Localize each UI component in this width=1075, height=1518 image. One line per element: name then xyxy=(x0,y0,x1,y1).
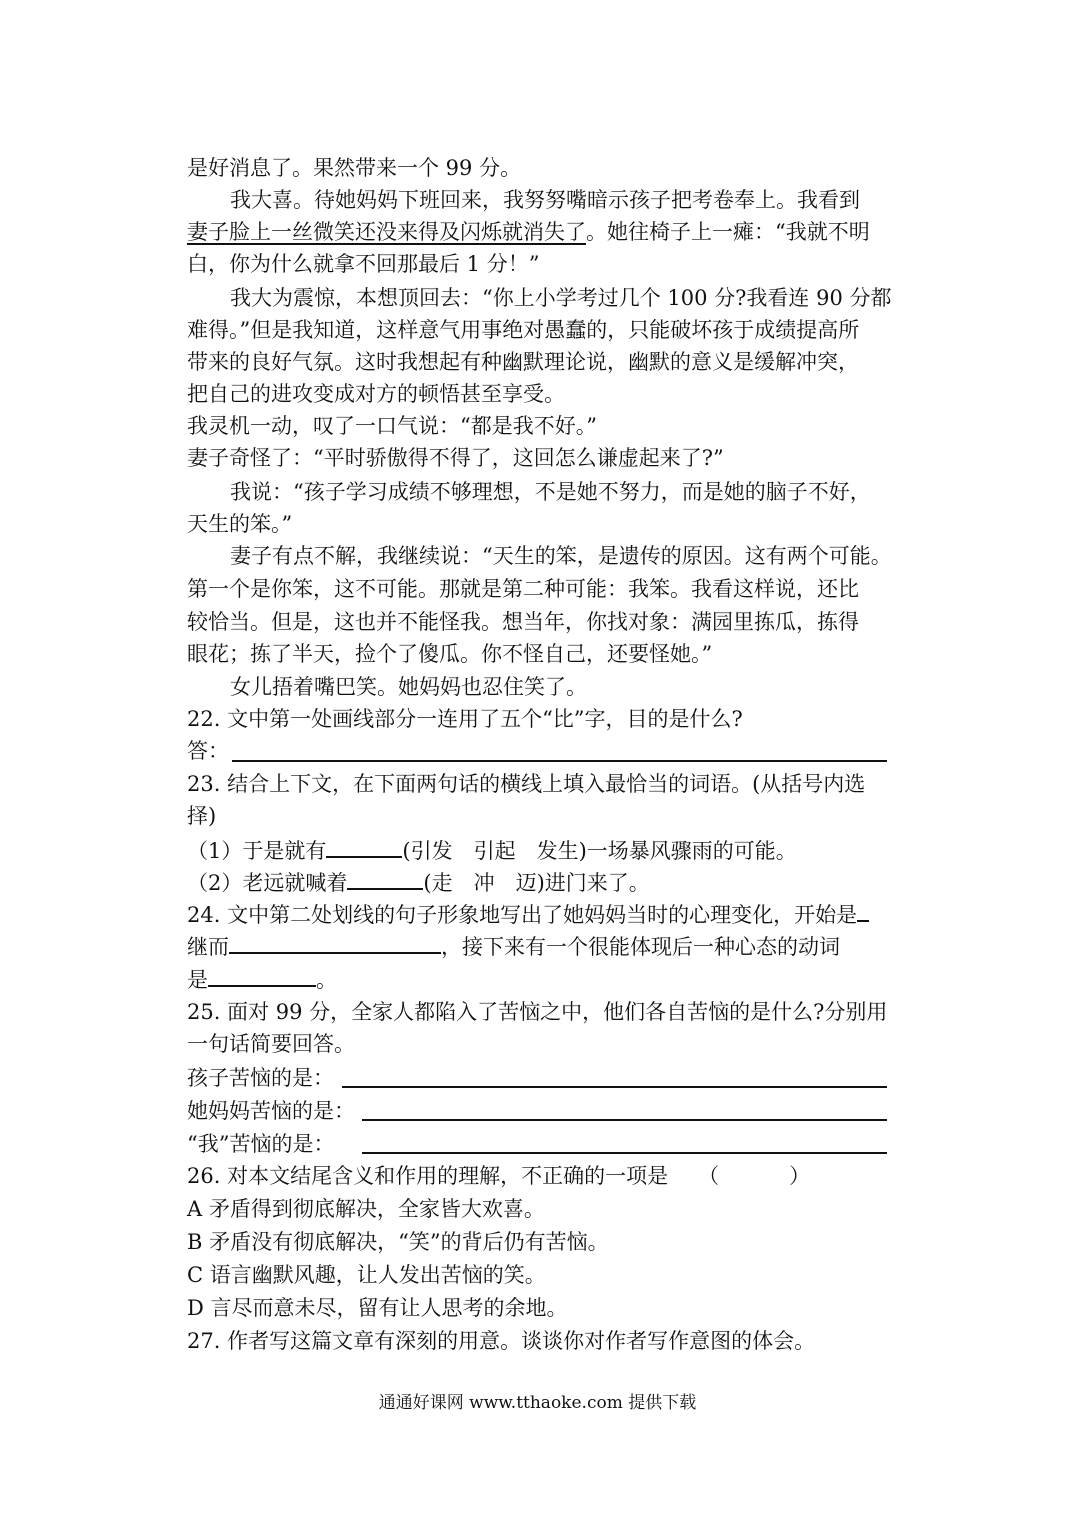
q24-blank-2[interactable] xyxy=(229,930,441,954)
q26-option-d: D 言尽而意未尽，留有让人思考的余地。 xyxy=(187,1296,568,1320)
question-23-item-2 xyxy=(187,866,650,899)
story-paragraph-3: 我灵机一动，叹了一口气说：“都是我不好。” xyxy=(187,414,597,438)
q23-1-prefix: （1）于是就有 xyxy=(187,839,327,863)
q26-text: 26. 对本文结尾含义和作用的理解，不正确的一项是 xyxy=(187,1164,669,1188)
question-25-line-2: 一句话简要回答。 xyxy=(187,1032,355,1056)
q26-option-a: A 矛盾得到彻底解决，全家皆大欢喜。 xyxy=(187,1197,545,1221)
q23-2-suffix: (走 冲 迈)进门来了。 xyxy=(423,871,650,895)
story-paragraph-6-line-1: 妻子有点不解，我继续说：“天生的笨，是遗传的原因。这有两个可能。 xyxy=(230,544,892,568)
question-23-line-1: 23. 结合上下文，在下面两句话的横线上填入最恰当的词语。(从括号内选 xyxy=(187,772,866,796)
underlined-sentence-2: 妻子脸上一丝微笑还没来得及闪烁就消失了 xyxy=(187,220,586,244)
question-25-line-1: 25. 面对 99 分，全家人都陷入了苦恼之中，他们各自苦恼的是什么?分别用 xyxy=(187,1000,888,1024)
answer-line-25-mother[interactable] xyxy=(362,1119,887,1121)
q23-1-blank[interactable] xyxy=(326,834,402,858)
story-paragraph-2-line-4: 把自己的进攻变成对方的顿悟甚至享受。 xyxy=(187,382,565,406)
story-paragraph-0: 是好消息了。果然带来一个 99 分。 xyxy=(187,156,522,180)
question-24-line-1 xyxy=(187,898,869,931)
q24-blank-1[interactable] xyxy=(857,898,869,922)
story-paragraph-2-line-1: 我大为震惊，本想顶回去：“你上小学考过几个 100 分?我看连 90 分都 xyxy=(230,286,892,310)
question-26 xyxy=(187,1160,810,1192)
q24-prefix-3: 是 xyxy=(187,968,208,992)
q24-prefix-2: 继而 xyxy=(187,935,229,959)
story-paragraph-4: 妻子奇怪了：“平时骄傲得不得了，这回怎么谦虚起来了?” xyxy=(187,446,724,470)
q24-text: 24. 文中第二处划线的句子形象地写出了她妈妈当时的心理变化，开始是 xyxy=(187,903,858,927)
question-27: 27. 作者写这篇文章有深刻的用意。谈谈你对作者写作意图的体会。 xyxy=(187,1329,816,1353)
q25-mother-label: 她妈妈苦恼的是： xyxy=(187,1099,355,1123)
q26-option-c: C 语言幽默风趣，让人发出苦恼的笑。 xyxy=(187,1263,546,1287)
q24-text-2: ，接下来有一个很能体现后一种心态的动词 xyxy=(441,935,840,959)
story-paragraph-2-line-3: 带来的良好气氛。这时我想起有种幽默理论说，幽默的意义是缓解冲突， xyxy=(187,350,859,374)
question-22-answer-label: 答： xyxy=(187,739,229,763)
story-paragraph-1-line-1: 我大喜。待她妈妈下班回来，我努努嘴暗示孩子把考卷奉上。我看到 xyxy=(230,188,860,212)
story-text: 。她往椅子上一瘫：“我就不明 xyxy=(586,220,870,244)
story-paragraph-1-line-2 xyxy=(187,216,870,248)
page-footer: 通通好课网 www.tthaoke.com 提供下载 xyxy=(378,1393,697,1413)
q25-me-label: “我”苦恼的是： xyxy=(187,1132,335,1156)
q23-2-blank[interactable] xyxy=(347,866,423,890)
q24-suffix-3: 。 xyxy=(316,968,337,992)
story-paragraph-5-line-1: 我说：“孩子学习成绩不够理想，不是她不努力，而是她的脑子不好， xyxy=(230,480,871,504)
story-paragraph-6-line-2: 第一个是你笨，这不可能。那就是第二种可能：我笨。我看这样说，还比 xyxy=(187,577,859,601)
story-paragraph-5-line-2: 天生的笨。” xyxy=(187,512,293,536)
q26-paren-close: ） xyxy=(789,1164,811,1188)
q24-blank-3[interactable] xyxy=(208,963,316,987)
story-paragraph-6-line-4: 眼花；拣了半天，捡个了傻瓜。你不怪自己，还要怪她。” xyxy=(187,642,713,666)
story-paragraph-6-line-3: 较恰当。但是，这也并不能怪我。想当年，你找对象：满园里拣瓜，拣得 xyxy=(187,610,859,634)
story-paragraph-1-line-3: 白，你为什么就拿不回那最后 1 分！” xyxy=(187,252,540,276)
answer-line-25-child[interactable] xyxy=(342,1086,887,1088)
question-24-line-2 xyxy=(187,930,840,963)
question-22: 22. 文中第一处画线部分一连用了五个“比”字，目的是什么? xyxy=(187,707,743,731)
story-paragraph-7: 女儿捂着嘴巴笑。她妈妈也忍住笑了。 xyxy=(230,675,587,699)
q26-paren-open: （ xyxy=(698,1164,720,1188)
answer-line-22[interactable] xyxy=(232,760,887,762)
answer-line-25-me[interactable] xyxy=(362,1152,887,1154)
question-23-line-2: 择) xyxy=(187,804,217,828)
question-23-item-1 xyxy=(187,834,797,867)
q25-child-label: 孩子苦恼的是： xyxy=(187,1066,334,1090)
q26-option-b: B 矛盾没有彻底解决，“笑”的背后仍有苦恼。 xyxy=(187,1230,609,1254)
question-24-line-3 xyxy=(187,963,337,996)
q23-1-suffix: (引发 引起 发生)一场暴风骤雨的可能。 xyxy=(402,839,797,863)
story-paragraph-2-line-2: 难得。”但是我知道，这样意气用事绝对愚蠢的，只能破坏孩于成绩提高所 xyxy=(187,318,860,342)
q23-2-prefix: （2）老远就喊着 xyxy=(187,871,348,895)
